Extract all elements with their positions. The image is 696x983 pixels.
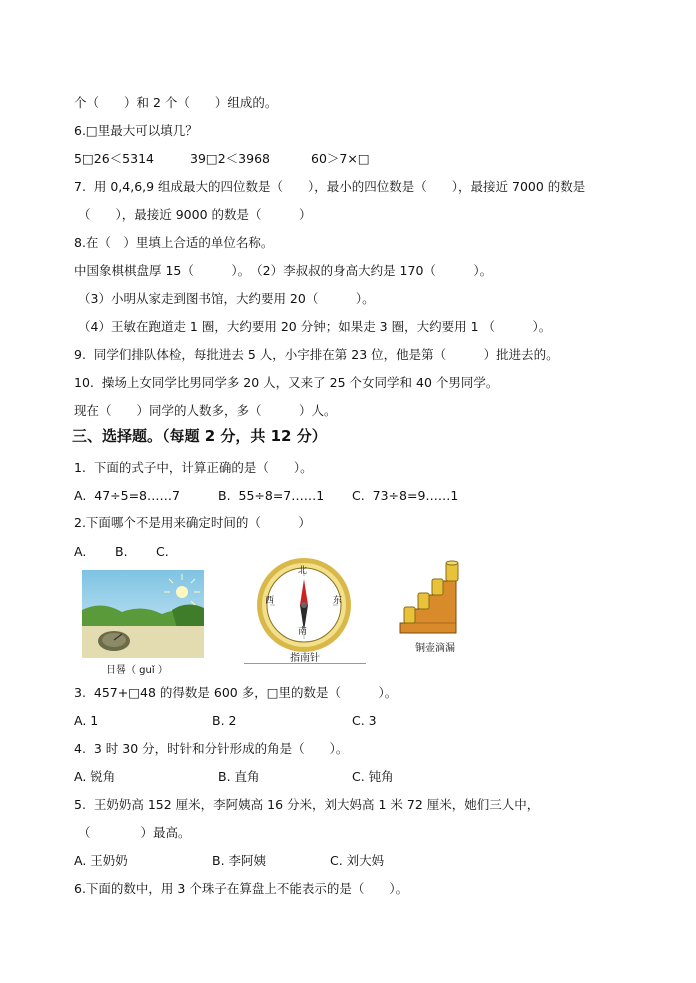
choice-1-option-c: C. 73÷8=9……1 bbox=[352, 488, 459, 503]
question-6-title: 6.□里最大可以填几？ bbox=[74, 123, 198, 138]
question-7-cont: （ ），最接近 9000 的数是（ ） bbox=[78, 207, 312, 222]
section-3-heading: 三、选择题。（每题 2 分，共 12 分） bbox=[72, 427, 327, 445]
compass-caption: 指南针 bbox=[290, 653, 320, 664]
question-10: 10. 操场上女同学比男同学多 20 人，又来了 25 个女同学和 40 个男同学。 bbox=[74, 375, 499, 390]
choice-2: 2.下面哪个不是用来确定时间的（ ） bbox=[74, 515, 311, 530]
question-6-item-a: 5□26＜5314 bbox=[74, 151, 154, 166]
choice-5-option-a: A. 王奶奶 bbox=[74, 853, 128, 868]
sundial-caption: 日晷（ guǐ ） bbox=[106, 665, 168, 676]
choice-4: 4. 3 时 30 分，时针和分针形成的角是（ ）。 bbox=[74, 741, 349, 756]
choice-2-option-b: B. bbox=[115, 544, 128, 559]
choice-6: 6.下面的数中，用 3 个珠子在算盘上不能表示的是（ ）。 bbox=[74, 881, 409, 896]
water-clock-caption: 铜壶滴漏 bbox=[415, 643, 455, 654]
choice-1-option-a: A. 47÷5=8……7 bbox=[74, 488, 180, 503]
question-8-item-4: （4）王敏在跑道走 1 圈，大约要用 20 分钟；如果走 3 圈，大约要用 1 （ ）。 bbox=[78, 319, 552, 334]
choice-5-option-c: C. 刘大妈 bbox=[330, 853, 385, 868]
choice-4-option-a: A. 锐角 bbox=[74, 769, 116, 784]
question-8-item-1-2: 中国象棋棋盘厚 15（ ）。 （2）李叔叔的身高大约是 170（ ）。 bbox=[74, 263, 493, 278]
question-8-item-3: （3）小明从家走到图书馆，大约要用 20（ ）。 bbox=[78, 291, 375, 306]
choice-1: 1. 下面的式子中，计算正确的是（ ）。 bbox=[74, 460, 313, 475]
question-6-item-c: 60＞7×□ bbox=[311, 151, 370, 166]
compass-west-label: 西 bbox=[265, 596, 275, 606]
question-9: 9. 同学们排队体检，每批进去 5 人，小宇排在第 23 位，他是第（ ）批进去的。 bbox=[74, 347, 559, 362]
compass-east-label: 东 bbox=[333, 596, 343, 606]
question-7: 7. 用 0,4,6,9 组成最大的四位数是（ ），最小的四位数是（ ），最接近 7000 的数是 bbox=[74, 179, 586, 194]
choice-3-option-b: B. 2 bbox=[212, 713, 237, 728]
choice-4-option-b: B. 直角 bbox=[218, 769, 260, 784]
choice-3-option-c: C. 3 bbox=[352, 713, 377, 728]
choice-5-cont: （ ）最高。 bbox=[78, 825, 191, 840]
compass-north-label: 北 bbox=[298, 566, 308, 576]
question-10-cont: 现在（ ）同学的人数多，多（ ）人。 bbox=[74, 403, 337, 418]
choice-1-option-b: B. 55÷8=7……1 bbox=[218, 488, 325, 503]
question-8-title: 8.在（ ）里填上合适的单位名称。 bbox=[74, 235, 274, 250]
question-6-item-b: 39□2＜3968 bbox=[190, 151, 270, 166]
choice-5: 5. 王奶奶高 152 厘米，李阿姨高 16 分米，刘大妈高 1 米 72 厘米，她们三人中， bbox=[74, 797, 540, 812]
choice-3: 3. 457+□48 的得数是 600 多，□里的数是（ ）。 bbox=[74, 685, 398, 700]
choice-2-option-c: C. bbox=[156, 544, 169, 559]
sundial-image bbox=[82, 570, 204, 658]
choice-3-option-a: A. 1 bbox=[74, 713, 99, 728]
compass-south-label: 南 bbox=[298, 627, 308, 637]
choice-4-option-c: C. 钝角 bbox=[352, 769, 394, 784]
text-line: 个（ ）和 2 个（ ）组成的。 bbox=[74, 95, 278, 110]
water-clock-image bbox=[398, 557, 470, 637]
choice-2-option-a: A. bbox=[74, 544, 87, 559]
choice-5-option-b: B. 李阿姨 bbox=[212, 853, 267, 868]
